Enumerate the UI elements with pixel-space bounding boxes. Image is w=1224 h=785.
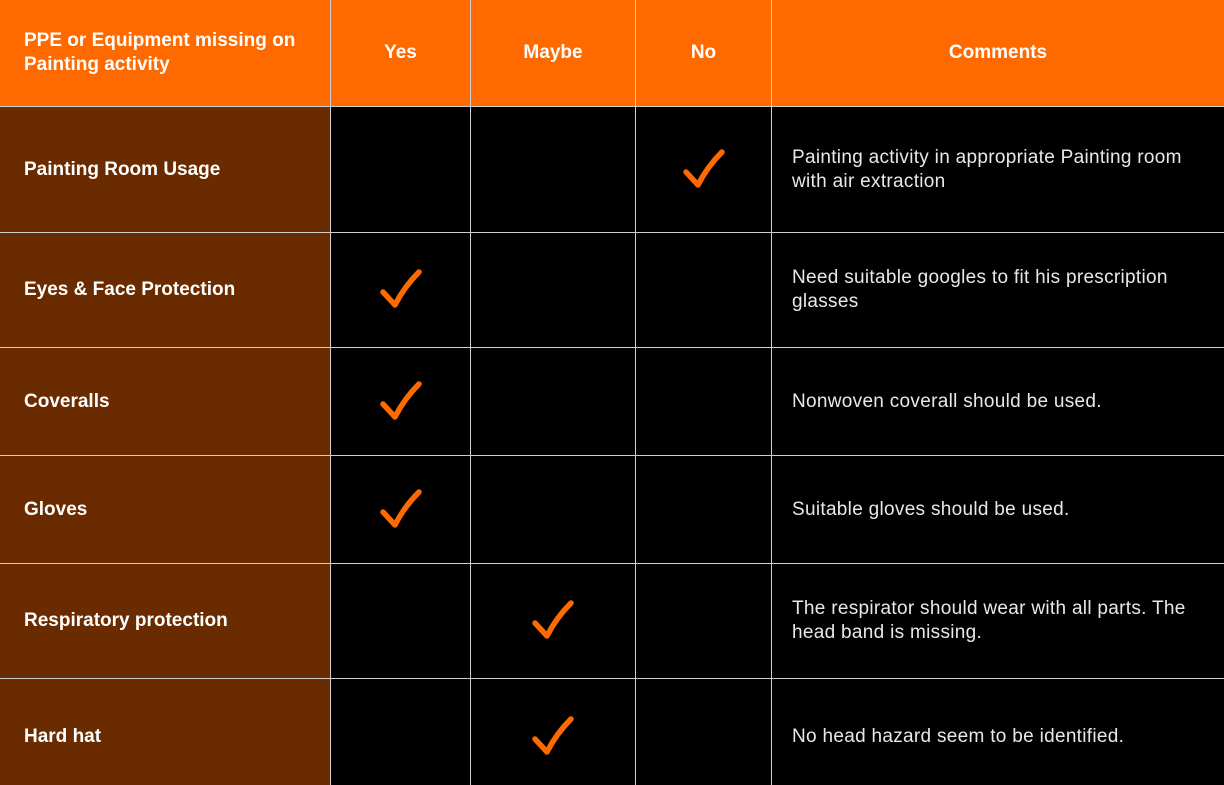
maybe-cell xyxy=(471,564,636,679)
row-comment: Painting activity in appropriate Painting room with air extraction xyxy=(772,107,1224,233)
check-icon xyxy=(532,600,574,642)
header-maybe: Maybe xyxy=(471,0,636,107)
check-icon xyxy=(380,381,422,423)
row-label: Respiratory protection xyxy=(0,564,331,679)
maybe-cell xyxy=(471,107,636,233)
yes-cell xyxy=(331,679,471,785)
maybe-cell xyxy=(471,679,636,785)
row-label: Gloves xyxy=(0,456,331,564)
row-label: Painting Room Usage xyxy=(0,107,331,233)
maybe-cell xyxy=(471,233,636,348)
check-icon xyxy=(683,149,725,191)
yes-cell xyxy=(331,233,471,348)
yes-cell xyxy=(331,564,471,679)
row-comment: Nonwoven coverall should be used. xyxy=(772,348,1224,456)
row-label: Coveralls xyxy=(0,348,331,456)
check-icon xyxy=(380,489,422,531)
no-cell xyxy=(636,456,772,564)
header-item: PPE or Equipment missing on Painting activity xyxy=(0,0,331,107)
check-icon xyxy=(532,716,574,758)
row-comment: Need suitable googles to fit his prescription glasses xyxy=(772,233,1224,348)
row-comment: Suitable gloves should be used. xyxy=(772,456,1224,564)
yes-cell xyxy=(331,456,471,564)
maybe-cell xyxy=(471,456,636,564)
check-icon xyxy=(380,269,422,311)
yes-cell xyxy=(331,348,471,456)
no-cell xyxy=(636,564,772,679)
row-comment: No head hazard seem to be identified. xyxy=(772,679,1224,785)
no-cell xyxy=(636,679,772,785)
row-label: Eyes & Face Protection xyxy=(0,233,331,348)
header-no: No xyxy=(636,0,772,107)
maybe-cell xyxy=(471,348,636,456)
row-comment: The respirator should wear with all parts. The head band is missing. xyxy=(772,564,1224,679)
header-comments: Comments xyxy=(772,0,1224,107)
row-label: Hard hat xyxy=(0,679,331,785)
no-cell xyxy=(636,348,772,456)
no-cell xyxy=(636,233,772,348)
yes-cell xyxy=(331,107,471,233)
header-yes: Yes xyxy=(331,0,471,107)
no-cell xyxy=(636,107,772,233)
